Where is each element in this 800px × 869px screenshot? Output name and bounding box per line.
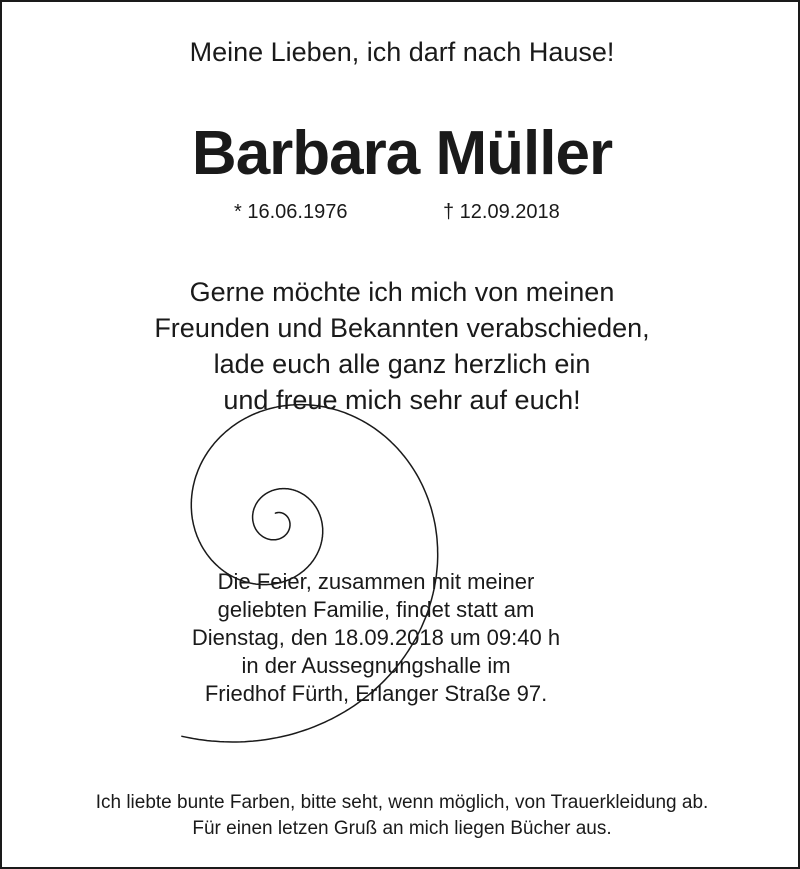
ceremony-line: Friedhof Fürth, Erlanger Straße 97.	[204, 681, 548, 706]
message-line: Gerne möchte ich mich von meinen	[189, 277, 615, 307]
ceremony-details	[166, 568, 586, 708]
ceremony-line: geliebten Familie, findet statt am	[217, 597, 535, 622]
greeting-heading: Meine Lieben, ich darf nach Hause!	[189, 37, 615, 67]
message-line: Freunden und Bekannten verabschieden,	[154, 313, 650, 343]
birth-date: * 16.06.1976	[234, 201, 348, 223]
deceased-name: Barbara Müller	[191, 119, 613, 188]
footer-line: Für einen letzen Gruß an mich liegen Bücher aus.	[192, 818, 612, 839]
farewell-message	[2, 274, 800, 418]
ceremony-line: Dienstag, den 18.09.2018 um 09:40 h	[191, 625, 561, 650]
message-line: und freue mich sehr auf euch!	[223, 385, 581, 415]
ceremony-line: in der Aussegnungshalle im	[241, 653, 511, 678]
footer-note	[2, 790, 800, 842]
ceremony-line: Die Feier, zusammen mit meiner	[217, 569, 535, 594]
message-line: lade euch alle ganz herzlich ein	[213, 349, 591, 379]
footer-line: Ich liebte bunte Farben, bitte seht, wenn möglich, von Trauerkleidung ab.	[95, 792, 709, 813]
death-date: † 12.09.2018	[443, 201, 560, 223]
